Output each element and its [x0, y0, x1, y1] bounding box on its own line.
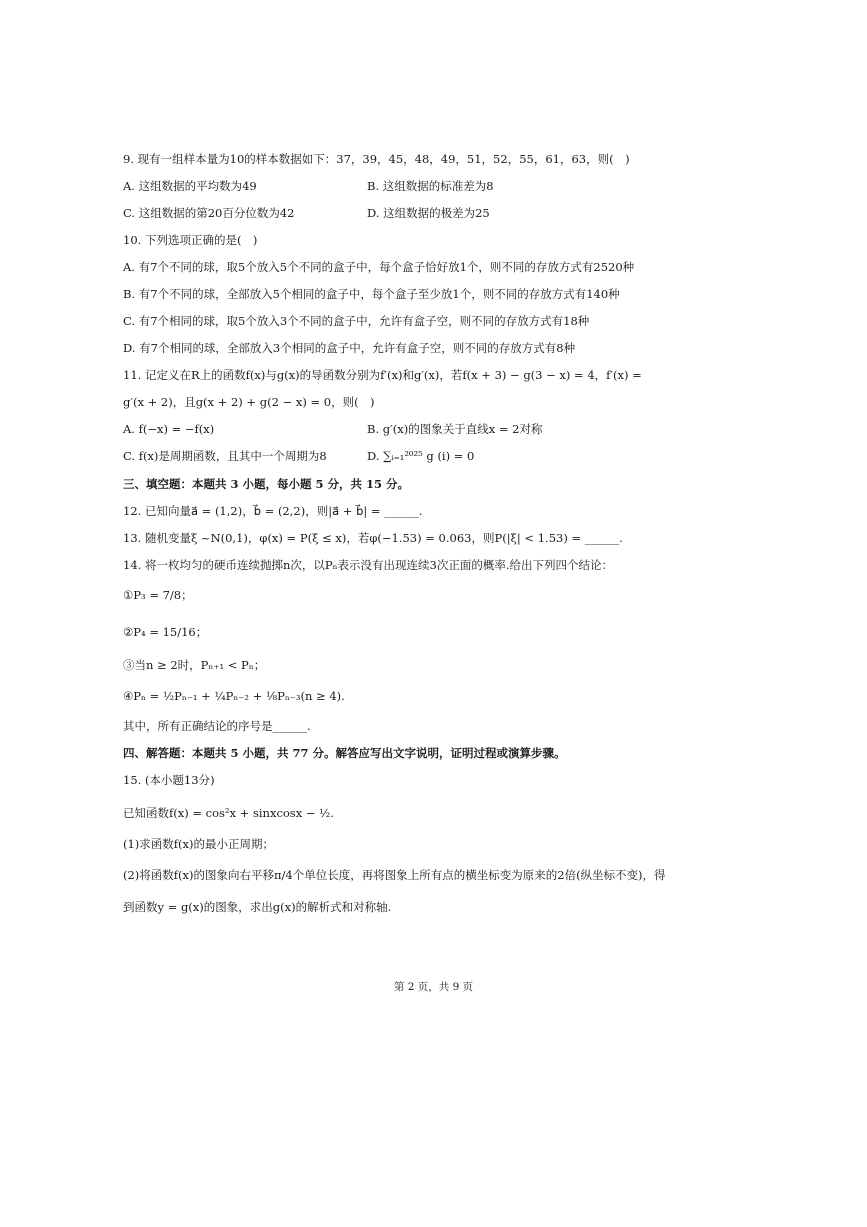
q11-stem-line1: 11. 记定义在R上的函数f(x)与g(x)的导函数分别为f′(x)和g′(x)，若f(x + 3) − g(3 − x) = 4，f′(x) =: [123, 368, 642, 382]
q11-option-d: D. ∑ᵢ₌₁²⁰²⁵ g (i) = 0: [367, 449, 475, 463]
q15-part-1: (1)求函数f(x)的最小正周期；: [123, 837, 275, 851]
q14-conclusion-3: ③当n ≥ 2时，Pₙ₊₁ < Pₙ；: [123, 658, 266, 672]
q10-option-c: C. 有7个相同的球，取5个放入3个不同的盒子中，允许有盒子空，则不同的存放方式有18种: [123, 314, 590, 328]
q9-stem: 9. 现有一组样本量为10的样本数据如下：37，39，45，48，49，51，52，55，61，63，则( ): [123, 152, 630, 166]
q12-text: 12. 已知向量a⃗ = (1,2)，b⃗ = (2,2)，则|a⃗ + b⃗| = ______.: [123, 504, 423, 518]
q14-stem: 14. 将一枚均匀的硬币连续抛掷n次，以Pₙ表示没有出现连续3次正面的概率.给出下列四个结论：: [123, 558, 614, 572]
q14-question: 其中，所有正确结论的序号是______.: [123, 719, 311, 733]
page-footer: 第 2 页，共 9 页: [393, 981, 474, 993]
q15-given: 已知函数f(x) = cos²x + sinxcosx − ½.: [123, 806, 334, 820]
q9-option-a: A. 这组数据的平均数为49: [123, 179, 257, 193]
q10-option-d: D. 有7个相同的球，全部放入3个相同的盒子中，允许有盒子空，则不同的存放方式有8种: [123, 341, 576, 355]
q10-stem: 10. 下列选项正确的是( ): [123, 233, 258, 247]
q14-conclusion-1: ①P₃ = 7/8；: [123, 588, 193, 602]
q14-conclusion-2: ②P₄ = 15/16；: [123, 625, 208, 639]
q9-option-c: C. 这组数据的第20百分位数为42: [123, 206, 295, 220]
q11-option-a: A. f(−x) = −f(x): [123, 422, 215, 436]
q9-option-d: D. 这组数据的极差为25: [367, 206, 490, 220]
q10-option-a: A. 有7个不同的球，取5个放入5个不同的盒子中，每个盒子恰好放1个，则不同的存放方式有2520种: [123, 260, 635, 274]
q14-conclusion-4: ④Pₙ = ½Pₙ₋₁ + ¼Pₙ₋₂ + ⅛Pₙ₋₃(n ≥ 4).: [123, 689, 345, 703]
q9-option-b: B. 这组数据的标准差为8: [367, 179, 494, 193]
q11-option-c: C. f(x)是周期函数，且其中一个周期为8: [123, 449, 327, 463]
q15-header: 15. (本小题13分): [123, 773, 215, 787]
q15-part-2-line2: 到函数y = g(x)的图象，求出g(x)的解析式和对称轴.: [123, 900, 392, 914]
q11-option-b: B. g′(x)的图象关于直线x = 2对称: [367, 422, 543, 436]
section-3-heading: 三、填空题：本题共 3 小题，每小题 5 分，共 15 分。: [123, 477, 410, 491]
q13-text: 13. 随机变量ξ ~N(0,1)，φ(x) = P(ξ ≤ x)，若φ(−1.53) = 0.063，则P(|ξ| < 1.53) = ______.: [123, 531, 623, 545]
q10-option-b: B. 有7个不同的球，全部放入5个相同的盒子中，每个盒子至少放1个，则不同的存放方式有140种: [123, 287, 620, 301]
q11-stem-line2: g′(x + 2)，且g(x + 2) + g(2 − x) = 0，则( ): [123, 395, 375, 409]
q15-part-2-line1: (2)将函数f(x)的图象向右平移π/4个单位长度，再将图象上所有点的横坐标变为原来的2倍(纵坐标不变)，得: [123, 868, 666, 882]
section-4-heading: 四、解答题：本题共 5 小题，共 77 分。解答应写出文字说明，证明过程或演算步骤。: [123, 746, 566, 760]
